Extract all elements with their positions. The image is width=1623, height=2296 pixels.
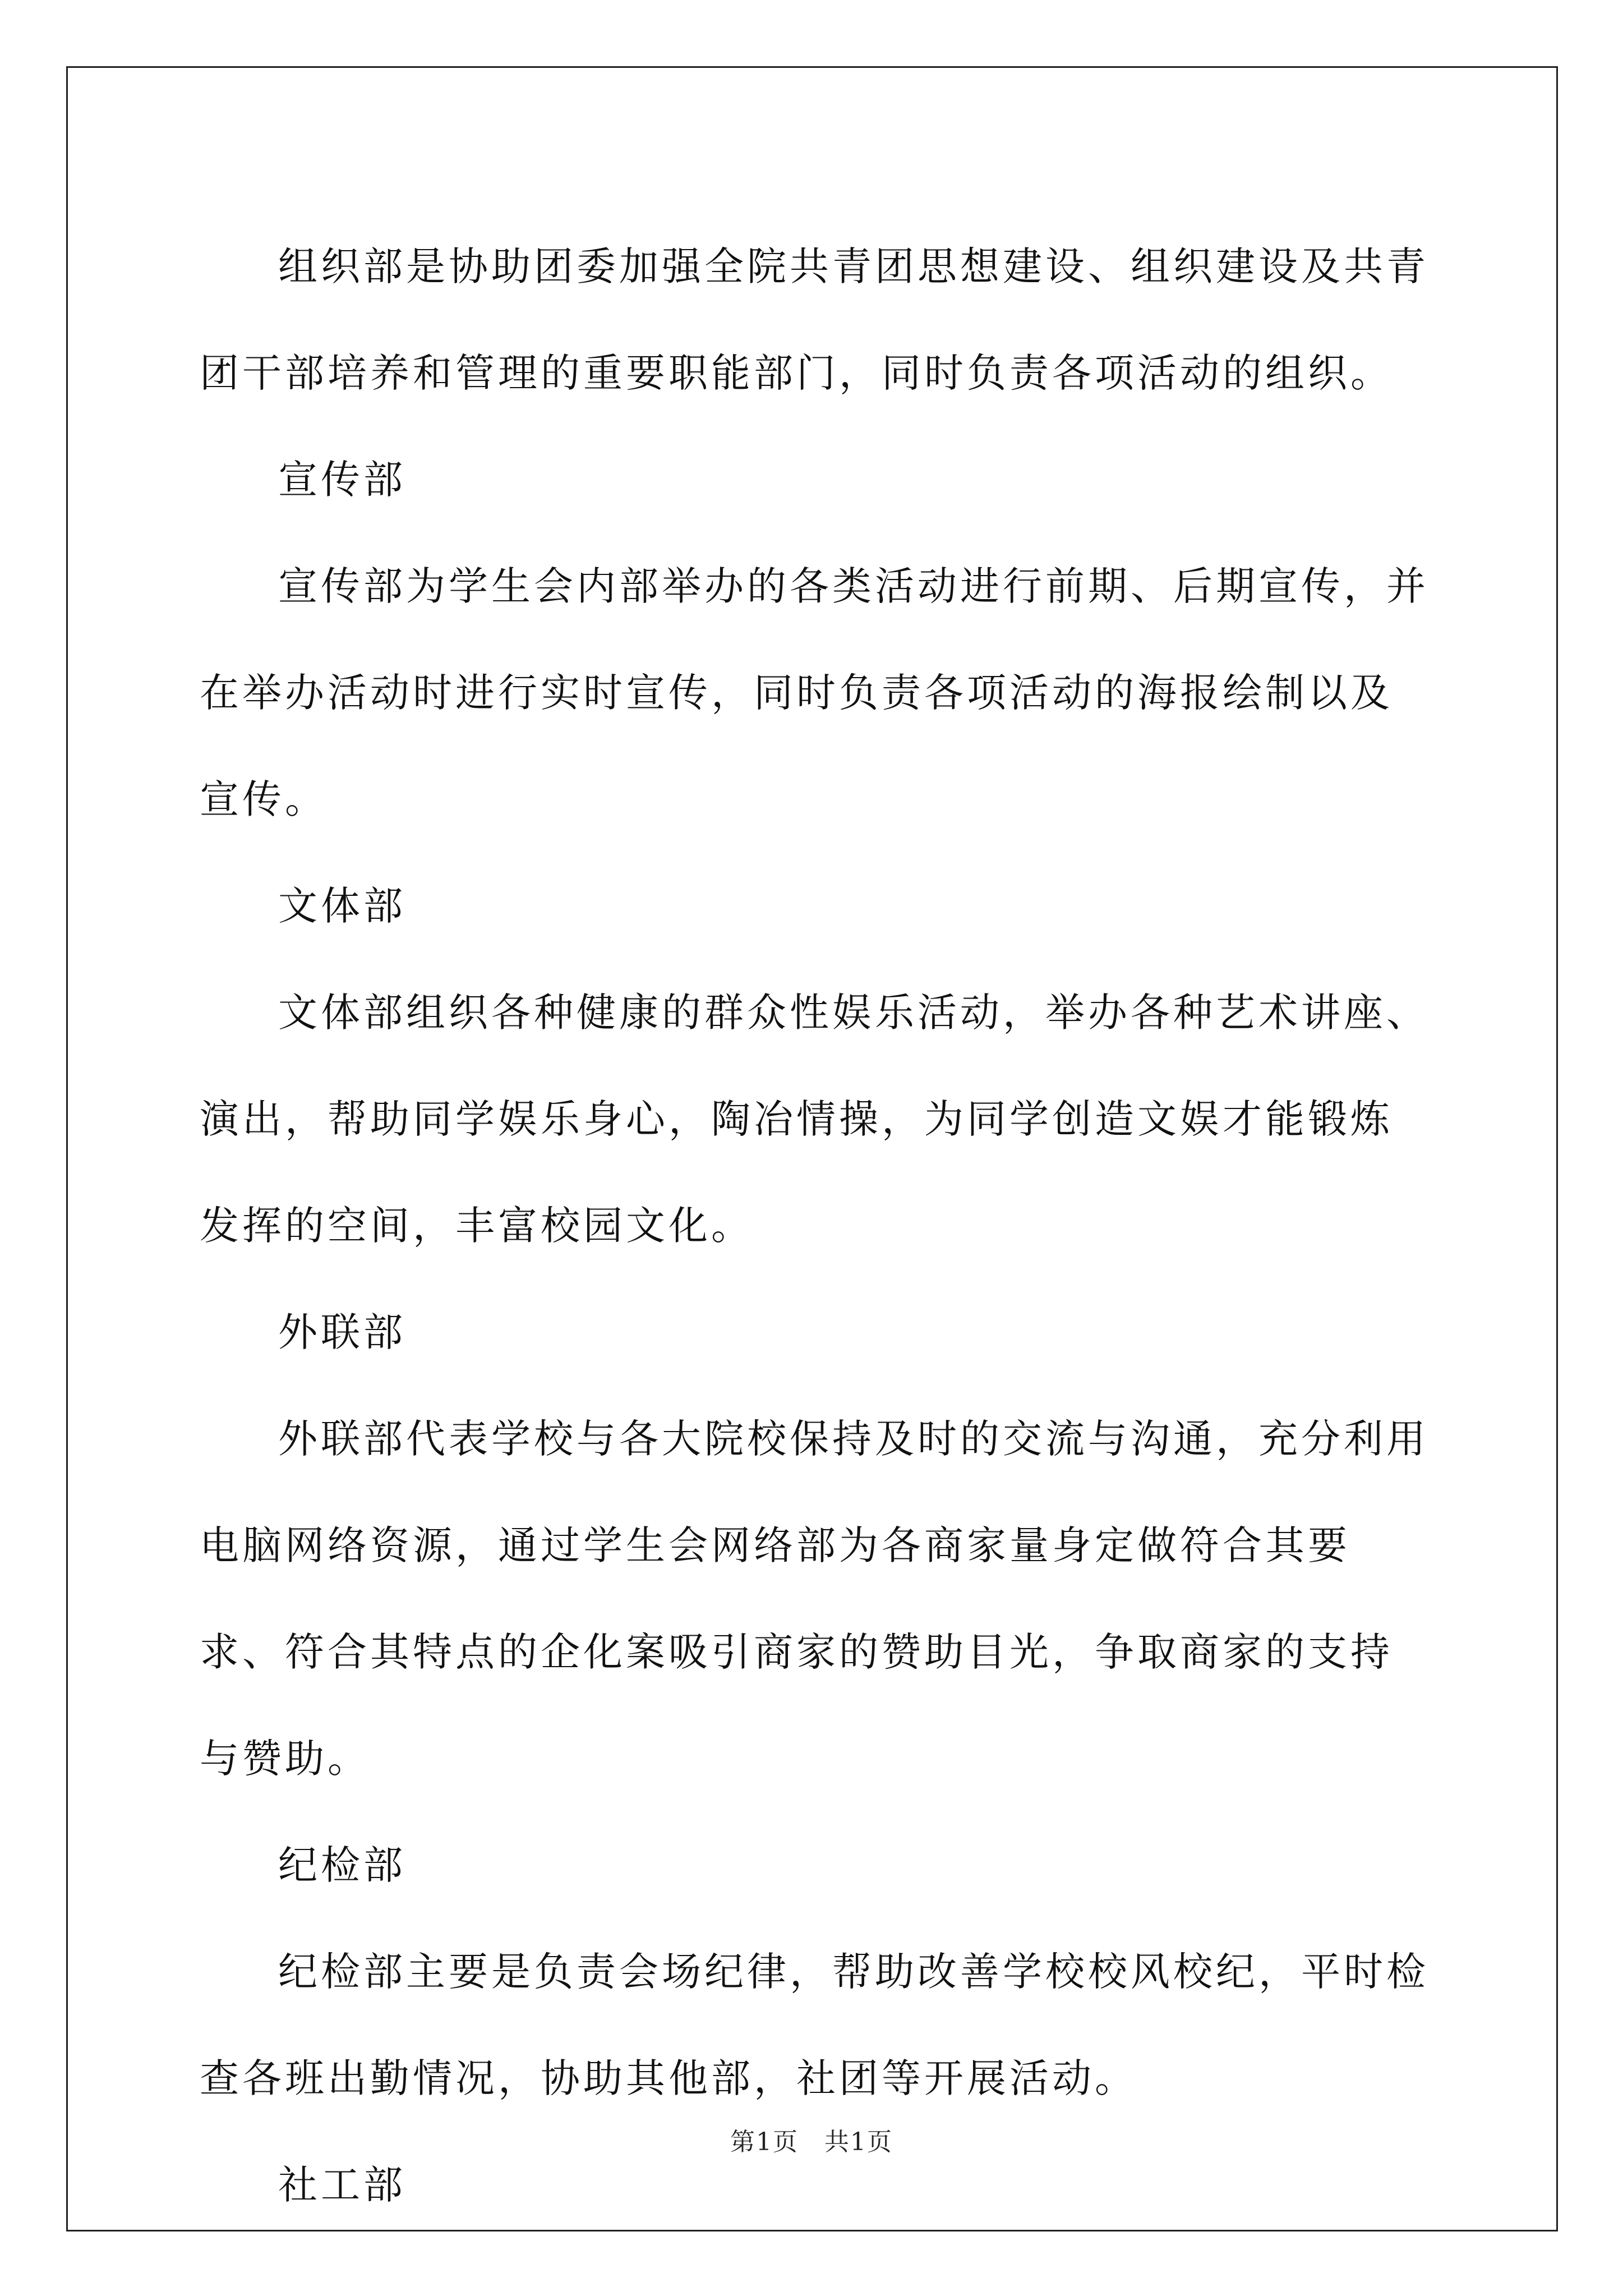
heading-publicity-dept: 宣传部 [278,457,406,503]
paragraph-discipline-dept: 纪检部主要是负责会场纪律，帮助改善学校校风校纪，平时检查各班出勤情况，协助其他部，社团等开展活动。 [200,1949,1429,2101]
paragraph-arts-sports-dept: 文体部组织各种健康的群众性娱乐活动，举办各种艺术讲座、演出，帮助同学娱乐身心，陶冶情操，为同学创造文娱才能锻炼发挥的空间，丰富校园文化。 [200,990,1429,1249]
heading-external-relations-dept: 外联部 [278,1309,406,1355]
paragraph-publicity-dept: 宣传部为学生会内部举办的各类活动进行前期、后期宣传，并在举办活动时进行实时宣传，同时负责各项活动的海报绘制以及宣传。 [200,563,1429,822]
heading-arts-sports-dept: 文体部 [278,883,406,929]
document-body [200,213,1433,2238]
page-number-footer: 第1页 共1页 [730,2128,893,2156]
paragraph-external-relations-dept: 外联部代表学校与各大院校保持及时的交流与沟通，充分利用电脑网络资源，通过学生会网络部为各商家量身定做符合其要求、符合其特点的企化案吸引商家的赞助目光，争取商家的支持与赞助。 [200,1416,1429,1782]
heading-discipline-dept: 纪检部 [278,1842,406,1888]
paragraph-organization-dept: 组织部是协助团委加强全院共青团思想建设、组织建设及共青团干部培养和管理的重要职能部门，同时负责各项活动的组织。 [200,243,1429,396]
heading-social-work-dept: 社工部 [278,2162,406,2208]
